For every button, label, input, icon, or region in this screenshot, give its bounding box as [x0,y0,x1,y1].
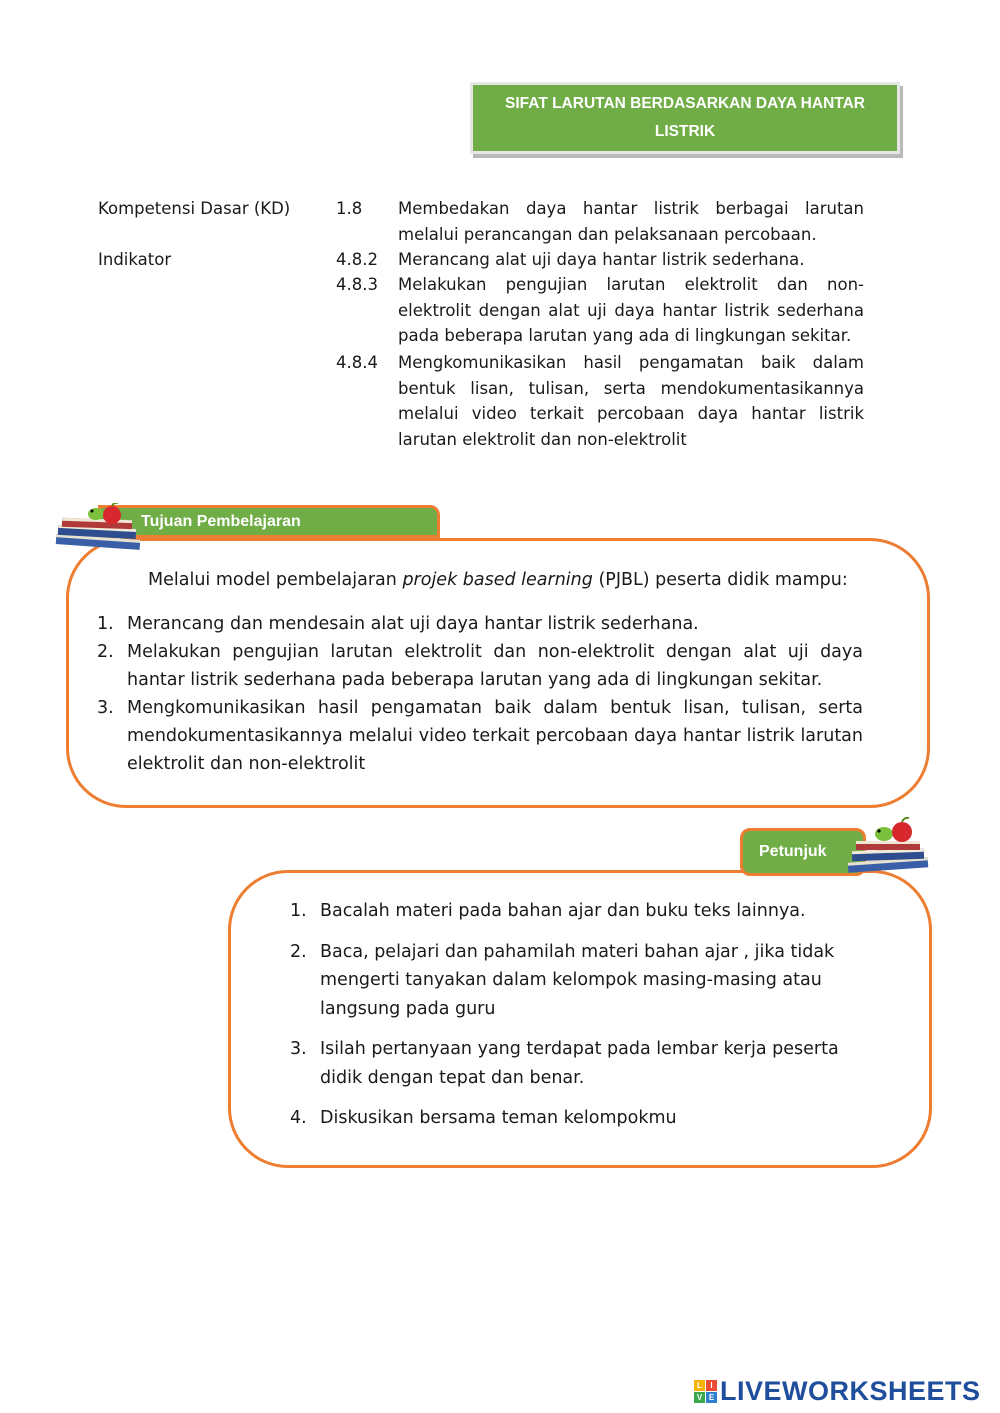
indicator-number: 4.8.4 [336,353,378,372]
list-item: 3. Isilah pertanyaan yang terdapat pada lembar kerja peserta didik dengan tepat dan benar. [290,1039,839,1088]
books-apple-icon [846,812,930,876]
indicator-text: Mengkomunikasikan hasil pengamatan baik dalam bentuk lisan, tulisan, serta mendokumentasikannya melalui video terkait percobaan daya hantar listrik larutan elektrolit dan non-elektrolit [398,353,864,449]
list-item: 3. Mengkomunikasikan hasil pengamatan baik dalam bentuk lisan, tulisan, serta mendokumentasikannya melalui video terkait percobaan daya hantar listrik larutan elektrolit dan non-elektrolit [97,698,863,774]
indicator-text: Melakukan pengujian larutan elektrolit dan non-elektrolit dengan alat uji daya hantar listrik sederhana pada beberapa larutan yang ada di lingkungan sekitar. [398,275,864,345]
indicator-label: Indikator [98,250,172,269]
petunjuk-tab-label: Petunjuk [759,843,827,860]
list-item: 1. Bacalah materi pada bahan ajar dan buku teks lainnya. [290,901,806,921]
title-banner [470,82,900,154]
page-title: SIFAT LARUTAN BERDASARKAN DAYA HANTAR LISTRIK [505,95,865,140]
indicator-text: Merancang alat uji daya hantar listrik sederhana. [398,250,805,269]
logo-text: LIVEWORKSHEETS [720,1376,981,1406]
list-item: 2. Baca, pelajari dan pahamilah materi bahan ajar , jika tidak mengerti tanyakan dalam kelompok masing-masing atau langsung pada guru [290,941,835,1019]
indicator-number: 4.8.2 [336,250,378,269]
list-item: 4. Diskusikan bersama teman kelompokmu [290,1108,677,1128]
books-apple-icon [52,503,144,553]
tujuan-tab-label: Tujuan Pembelajaran [141,512,301,530]
tujuan-tab [98,505,440,538]
logo-icon: L I V E [694,1380,717,1403]
kd-text: Membedakan daya hantar listrik berbagai larutan melalui perancangan dan pelaksanaan percobaan. [398,199,864,244]
tujuan-intro: Melalui model pembelajaran projek based learning (PJBL) peserta didik mampu: [148,570,848,590]
tujuan-list [97,610,863,778]
petunjuk-list [290,897,880,1145]
liveworksheets-logo [694,1376,981,1407]
kd-number: 1.8 [336,199,363,218]
indicator-number: 4.8.3 [336,275,378,294]
kd-label: Kompetensi Dasar (KD) [98,199,291,218]
list-item: 1. Merancang dan mendesain alat uji daya hantar listrik sederhana. [97,614,699,634]
list-item: 2. Melakukan pengujian larutan elektrolit dan non-elektrolit dengan alat uji daya hantar listrik sederhana pada beberapa larutan yang ada di lingkungan sekitar. [97,642,863,690]
